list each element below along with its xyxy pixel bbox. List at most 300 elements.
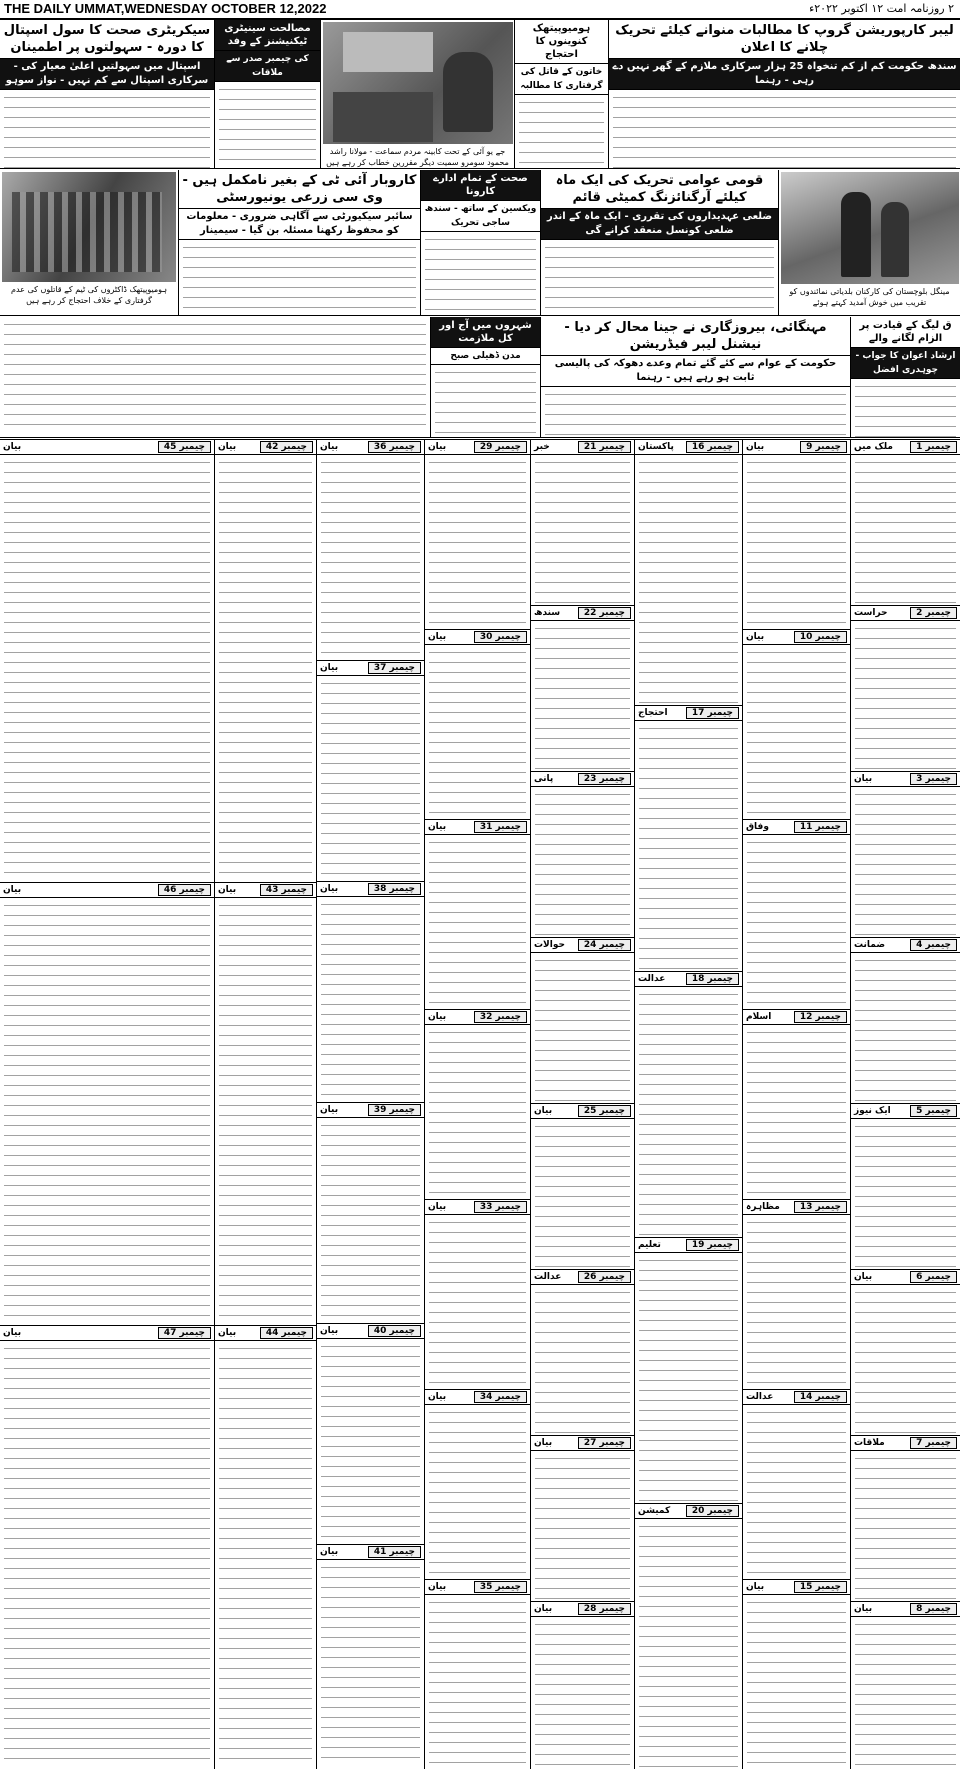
notice-title: ملک میں	[854, 442, 893, 452]
notice-number: چیمبر 12	[794, 1011, 847, 1023]
notice-body	[215, 455, 316, 882]
notice-number: چیمبر 46	[158, 884, 211, 896]
notice-header	[743, 439, 850, 455]
notice-item	[743, 629, 850, 819]
notice-number: چیمبر 14	[794, 1391, 847, 1403]
notice-column-4	[530, 439, 634, 1769]
tiger-body	[541, 240, 778, 315]
notice-number: چیمبر 10	[794, 631, 847, 643]
notice-body	[531, 787, 634, 937]
notice-body	[425, 835, 530, 1009]
political-headline: ق لیگ کے قیادت پر الزام لگانے والے	[851, 317, 960, 348]
notice-body	[425, 1595, 530, 1769]
notice-number: چیمبر 19	[686, 1239, 739, 1251]
notice-title: عدالت	[746, 1392, 774, 1402]
political-subhead: ارشاد اعوان کا جواب - چوہدری افضل	[851, 348, 960, 379]
notice-header	[425, 1009, 530, 1025]
inflation-subhead: حکومت کے عوام سے کئے گئے تمام وعدے دھوکہ کی پالیسی ثابت ہو رہے ہیں - رہنما	[541, 356, 850, 387]
notice-item	[851, 1601, 960, 1767]
notice-number: چیمبر 5	[910, 1105, 957, 1117]
notice-header	[215, 882, 316, 898]
uni-headline: کاروبار آئی ٹی کے بغیر نامکمل ہیں - وی سی زرعی یونیورسٹی	[179, 170, 420, 209]
notice-number: چیمبر 29	[474, 441, 527, 453]
welfare-headline: مصالحت سینیٹری ٹیکنیشنز کے وفد	[215, 20, 320, 51]
notice-item	[0, 1325, 214, 1768]
city-body	[431, 365, 540, 437]
notice-body	[531, 953, 634, 1103]
masthead	[0, 0, 960, 20]
notice-number: چیمبر 26	[578, 1271, 631, 1283]
notice-item	[531, 1269, 634, 1435]
band-divider-2	[0, 315, 960, 316]
notice-title: احتجاج	[638, 708, 668, 718]
city-headline: شہروں میں آج اور کل ملازمت	[431, 317, 540, 348]
notice-header	[531, 937, 634, 953]
notice-body	[317, 455, 424, 660]
notice-title: بیان	[534, 1438, 553, 1448]
notice-header	[425, 1199, 530, 1215]
notice-title: بیان	[3, 1328, 22, 1338]
notice-title: بیان	[428, 1012, 447, 1022]
photo2-caption: ہومیوپیتھک ڈاکٹروں کی ٹیم کے قاتلوں کی عدم گرفتاری کے خلاف احتجاج کر رہے ہیں	[11, 285, 167, 305]
notice-item	[531, 1601, 634, 1767]
notice-header	[0, 439, 214, 455]
notice-item	[425, 819, 530, 1009]
notice-item	[425, 1579, 530, 1769]
inflation-story	[540, 317, 850, 437]
misc-top-block	[0, 317, 430, 437]
notice-title: بیان	[854, 774, 873, 784]
band-divider-3	[0, 437, 960, 438]
notice-title: خبر	[534, 442, 550, 452]
notice-title: وفاق	[746, 822, 769, 832]
notice-item	[425, 629, 530, 819]
notice-item	[635, 705, 742, 971]
notice-item	[531, 605, 634, 771]
notice-number: چیمبر 38	[368, 883, 421, 895]
notice-number: چیمبر 34	[474, 1391, 527, 1403]
notice-number: چیمبر 32	[474, 1011, 527, 1023]
notice-header	[317, 1544, 424, 1560]
city-story	[430, 317, 540, 437]
notice-body	[531, 455, 634, 605]
secretary-body	[0, 90, 214, 168]
notice-title: بیان	[428, 822, 447, 832]
notice-title: حوالات	[534, 940, 565, 950]
notice-body	[743, 1405, 850, 1579]
photo2-block	[0, 170, 178, 315]
inflation-body	[541, 387, 850, 437]
notice-title: بیان	[428, 1582, 447, 1592]
notice-item	[317, 660, 424, 881]
notice-body	[425, 455, 530, 629]
notice-item	[743, 819, 850, 1009]
notice-title: بیان	[746, 1582, 765, 1592]
protest-story	[514, 20, 608, 168]
notice-title: عدالت	[638, 974, 666, 984]
notice-body	[743, 1595, 850, 1769]
rally-photo	[781, 172, 959, 284]
notice-body	[851, 455, 960, 605]
notice-number: چیمبر 16	[686, 441, 739, 453]
masthead-title-english: THE DAILY UMMAT,WEDNESDAY OCTOBER 12,2022	[4, 1, 327, 16]
notice-title: عدالت	[534, 1272, 562, 1282]
notice-header	[743, 629, 850, 645]
notice-item	[317, 1323, 424, 1544]
notice-header	[851, 771, 960, 787]
notice-item	[425, 1009, 530, 1199]
notice-number: چیمبر 6	[910, 1271, 957, 1283]
notice-column-1	[850, 439, 960, 1769]
notice-number: چیمبر 35	[474, 1581, 527, 1593]
notice-header	[425, 1389, 530, 1405]
notice-number: چیمبر 3	[910, 773, 957, 785]
notice-title: بیان	[428, 442, 447, 452]
notice-body	[317, 1118, 424, 1323]
notice-title: ایک نیوز	[854, 1106, 891, 1116]
notice-title: بیان	[218, 1328, 237, 1338]
notice-title: بیان	[320, 663, 339, 673]
health2-headline: صحت کے تمام ادارے کارونا	[421, 170, 540, 201]
notice-body	[743, 1215, 850, 1389]
notice-title: ضمانت	[854, 940, 886, 950]
notice-title: بیان	[428, 1202, 447, 1212]
notice-title: اسلام	[746, 1012, 772, 1022]
tiger-story	[540, 170, 778, 315]
notice-item	[743, 1009, 850, 1199]
protest-photo	[2, 172, 176, 282]
notice-number: چیمبر 36	[368, 441, 421, 453]
city-subhead: مدن ڈھیلی صبح	[431, 348, 540, 365]
notice-number: چیمبر 4	[910, 939, 957, 951]
notice-body	[317, 1560, 424, 1765]
health2-subhead: ویکسین کے ساتھ - سندھ ساجی تحریک	[421, 201, 540, 232]
notice-title: تعلیم	[638, 1240, 661, 1250]
notice-body	[743, 835, 850, 1009]
notice-header	[317, 660, 424, 676]
notice-column-2	[742, 439, 850, 1769]
notice-number: چیمبر 15	[794, 1581, 847, 1593]
notice-title: مظاہرہ	[746, 1202, 780, 1212]
notice-item	[425, 439, 530, 629]
notice-body	[0, 455, 214, 882]
notice-body	[851, 953, 960, 1103]
notice-header	[531, 1435, 634, 1451]
notice-item	[635, 971, 742, 1237]
notice-body	[425, 1215, 530, 1389]
notice-title: بیان	[218, 885, 237, 895]
lead-subhead: سندھ حکومت کم از کم تنخواہ 25 ہزار سرکاری ملازم کے گھر نہیں دے رہی - رہنما	[609, 59, 960, 90]
notice-header	[635, 1503, 742, 1519]
notice-item	[531, 439, 634, 605]
notice-header	[531, 1601, 634, 1617]
notice-body	[425, 1405, 530, 1579]
notice-header	[425, 629, 530, 645]
notice-number: چیمبر 43	[260, 884, 313, 896]
notice-body	[851, 1451, 960, 1601]
notice-title: بیان	[746, 442, 765, 452]
notice-item	[635, 1237, 742, 1503]
notice-title: کمیشن	[638, 1506, 671, 1516]
notice-header	[215, 1325, 316, 1341]
health2-body	[421, 232, 540, 315]
protest-subhead: خاتون کے قاتل کی گرفتاری کا مطالبہ	[515, 64, 608, 95]
health2-story	[420, 170, 540, 315]
notice-title: بیان	[320, 1547, 339, 1557]
political-story	[850, 317, 960, 437]
notice-body	[0, 898, 214, 1325]
notice-number: چیمبر 8	[910, 1603, 957, 1615]
notice-title: بیان	[534, 1106, 553, 1116]
notice-body	[851, 1119, 960, 1269]
welfare-body	[215, 82, 320, 168]
photo3-caption: مینگل بلوچستان کی کارکنان بلدیاتی نمائندوں کو تقریب میں خوش آمدید کہتے ہوئے	[789, 287, 950, 307]
notice-item	[317, 1102, 424, 1323]
notice-item	[743, 439, 850, 629]
notice-item	[215, 439, 316, 882]
notice-item	[635, 1503, 742, 1769]
lead-story	[608, 20, 960, 168]
notice-number: چیمبر 2	[910, 607, 957, 619]
masthead-title-urdu: ٢ روزنامہ امت ١٢ اکتوبر ٢٠٢٢ء	[809, 2, 954, 15]
notice-number: چیمبر 25	[578, 1105, 631, 1117]
notice-body	[851, 1285, 960, 1435]
notice-item	[635, 439, 742, 705]
notice-header	[851, 1435, 960, 1451]
secretary-subhead: اسپتال میں سہولتیں اعلیٰ معیار کی - سرکاری اسپتال سے کم نہیں - نواز سوہو	[0, 59, 214, 90]
notice-body	[531, 621, 634, 771]
notice-item	[743, 1579, 850, 1769]
notice-item	[851, 1103, 960, 1269]
notice-body	[0, 1341, 214, 1768]
notice-number: چیمبر 47	[158, 1327, 211, 1339]
notice-header	[317, 1323, 424, 1339]
notice-item	[851, 937, 960, 1103]
notice-item	[317, 1544, 424, 1765]
notice-number: چیمبر 31	[474, 821, 527, 833]
notice-column-8	[0, 439, 214, 1769]
notice-header	[743, 819, 850, 835]
notice-number: چیمبر 45	[158, 441, 211, 453]
notice-header	[531, 1269, 634, 1285]
notice-title: بیان	[854, 1604, 873, 1614]
notice-item	[0, 439, 214, 882]
notice-column-6	[316, 439, 424, 1769]
notice-number: چیمبر 42	[260, 441, 313, 453]
notice-header	[531, 605, 634, 621]
notice-body	[425, 1025, 530, 1199]
notice-body	[317, 676, 424, 881]
notice-item	[851, 439, 960, 605]
welfare-story	[214, 20, 320, 168]
notice-number: چیمبر 18	[686, 973, 739, 985]
inflation-headline: مہنگائی، بیروزگاری نے جینا محال کر دیا - نیشنل لیبر فیڈریشن	[541, 317, 850, 356]
notice-title: بیان	[534, 1604, 553, 1614]
notice-item	[317, 881, 424, 1102]
tiger-subhead: ضلعی عہدیداروں کی تقرری - ایک ماہ کے اندر ضلعی کونسل منعقد کرانے گی	[541, 209, 778, 240]
notice-header	[743, 1199, 850, 1215]
notice-item	[317, 439, 424, 660]
notice-item	[215, 882, 316, 1325]
notice-number: چیمبر 37	[368, 662, 421, 674]
notice-body	[635, 987, 742, 1237]
notice-title: بیان	[854, 1272, 873, 1282]
notice-header	[635, 1237, 742, 1253]
notice-header	[851, 1601, 960, 1617]
notice-item	[851, 1435, 960, 1601]
protest-body	[515, 95, 608, 168]
lead-headline: لیبر کارپوریشن گروپ کا مطالبات منوانے کیلئے تحریک چلانے کا اعلان	[609, 20, 960, 59]
notice-body	[635, 721, 742, 971]
notice-body	[743, 645, 850, 819]
notice-body	[635, 455, 742, 705]
notice-header	[743, 1389, 850, 1405]
notice-title: بیان	[320, 884, 339, 894]
notice-number: چیمبر 28	[578, 1603, 631, 1615]
notice-number: چیمبر 20	[686, 1505, 739, 1517]
notice-header	[851, 937, 960, 953]
notice-header	[425, 819, 530, 835]
notice-title: بیان	[320, 1105, 339, 1115]
notice-column-7	[214, 439, 316, 1769]
notice-title: بیان	[3, 885, 22, 895]
notice-body	[635, 1519, 742, 1769]
notice-title: بیان	[428, 632, 447, 642]
secretary-story	[0, 20, 214, 168]
notice-item	[531, 1435, 634, 1601]
notice-number: چیمبر 41	[368, 1546, 421, 1558]
notice-item	[425, 1199, 530, 1389]
notice-header	[215, 439, 316, 455]
notice-header	[743, 1009, 850, 1025]
notice-body	[317, 1339, 424, 1544]
uni-story	[178, 170, 420, 315]
notice-item	[0, 882, 214, 1325]
notice-number: چیمبر 40	[368, 1325, 421, 1337]
secretary-headline: سیکریٹری صحت کا سول اسپتال کا دورہ - سہولتوں پر اطمینان	[0, 20, 214, 59]
notice-title: بیان	[320, 442, 339, 452]
misc-top-body	[0, 317, 430, 433]
notice-header	[635, 705, 742, 721]
notice-item	[851, 1269, 960, 1435]
notice-header	[317, 439, 424, 455]
notice-body	[215, 1341, 316, 1768]
political-body	[851, 379, 960, 437]
notice-item	[215, 1325, 316, 1768]
notice-header	[531, 771, 634, 787]
notice-header	[851, 605, 960, 621]
notice-body	[743, 455, 850, 629]
notice-header	[317, 881, 424, 897]
notice-header	[0, 1325, 214, 1341]
notice-title: حراست	[854, 608, 888, 618]
notice-header	[425, 1579, 530, 1595]
notice-number: چیمبر 33	[474, 1201, 527, 1213]
notice-title: بیان	[3, 442, 22, 452]
notice-body	[531, 1119, 634, 1269]
notice-item	[531, 937, 634, 1103]
photo3-block	[778, 170, 960, 315]
notice-title: پاکستان	[638, 442, 674, 452]
notice-title: بیان	[320, 1326, 339, 1336]
notice-header	[531, 439, 634, 455]
notice-item	[851, 771, 960, 937]
tiger-headline: قومی عوامی تحریک کی ایک ماہ کیلئے آرگنائزنگ کمیٹی قائم	[541, 170, 778, 209]
photo1-caption: جے یو آئی کے تحت کابینہ مردم سماعت - مولانا راشد محمود سومرو سمیت دیگر مقررین خطاب کر رہے ہیں	[326, 147, 509, 167]
notice-column-5	[424, 439, 530, 1769]
notice-body	[743, 1025, 850, 1199]
notice-item	[531, 771, 634, 937]
lead-body	[609, 90, 960, 168]
notice-number: چیمبر 44	[260, 1327, 313, 1339]
notice-number: چیمبر 7	[910, 1437, 957, 1449]
notice-body	[531, 1285, 634, 1435]
notice-number: چیمبر 24	[578, 939, 631, 951]
welfare-subhead: کی چیمبر صدر سے ملاقات	[215, 51, 320, 82]
notice-item	[743, 1199, 850, 1389]
notice-item	[851, 605, 960, 771]
notice-header	[635, 971, 742, 987]
notice-title: بیان	[218, 442, 237, 452]
notice-body	[635, 1253, 742, 1503]
notice-header	[851, 1269, 960, 1285]
notice-number: چیمبر 27	[578, 1437, 631, 1449]
notice-number: چیمبر 11	[794, 821, 847, 833]
notice-header	[851, 439, 960, 455]
event-photo	[323, 22, 513, 144]
notice-header	[743, 1579, 850, 1595]
uni-body	[179, 240, 420, 315]
notice-column-3	[634, 439, 742, 1769]
notice-header	[317, 1102, 424, 1118]
notice-body	[851, 787, 960, 937]
notice-number: چیمبر 13	[794, 1201, 847, 1213]
band-divider-1	[0, 168, 960, 169]
notice-body	[851, 621, 960, 771]
notice-title: ملاقات	[854, 1438, 885, 1448]
notice-body	[531, 1451, 634, 1601]
photo1-block	[320, 20, 514, 168]
notice-number: چیمبر 17	[686, 707, 739, 719]
notice-number: چیمبر 22	[578, 607, 631, 619]
notice-header	[635, 439, 742, 455]
notice-title: سندھ	[534, 608, 561, 618]
notice-title: پانی	[534, 774, 554, 784]
notice-number: چیمبر 23	[578, 773, 631, 785]
notice-header	[425, 439, 530, 455]
notice-body	[215, 898, 316, 1325]
notice-number: چیمبر 9	[800, 441, 847, 453]
notice-body	[531, 1617, 634, 1767]
notice-body	[317, 897, 424, 1102]
notice-body	[851, 1617, 960, 1767]
protest-headline: ہومیوپیتھک کنوینوں کا احتجاج	[515, 20, 608, 64]
notice-header	[531, 1103, 634, 1119]
notice-item	[531, 1103, 634, 1269]
notice-number: چیمبر 1	[910, 441, 957, 453]
notice-title: بیان	[428, 1392, 447, 1402]
notice-body	[425, 645, 530, 819]
notice-header	[851, 1103, 960, 1119]
notice-header	[0, 882, 214, 898]
notice-item	[425, 1389, 530, 1579]
notice-number: چیمبر 30	[474, 631, 527, 643]
notice-number: چیمبر 39	[368, 1104, 421, 1116]
notice-title: بیان	[746, 632, 765, 642]
notice-item	[743, 1389, 850, 1579]
uni-subhead: سائبر سیکیورٹی سے آگاہی ضروری - معلومات کو محفوظ رکھنا مسئلہ بن گیا - سیمینار	[179, 209, 420, 240]
notice-number: چیمبر 21	[578, 441, 631, 453]
